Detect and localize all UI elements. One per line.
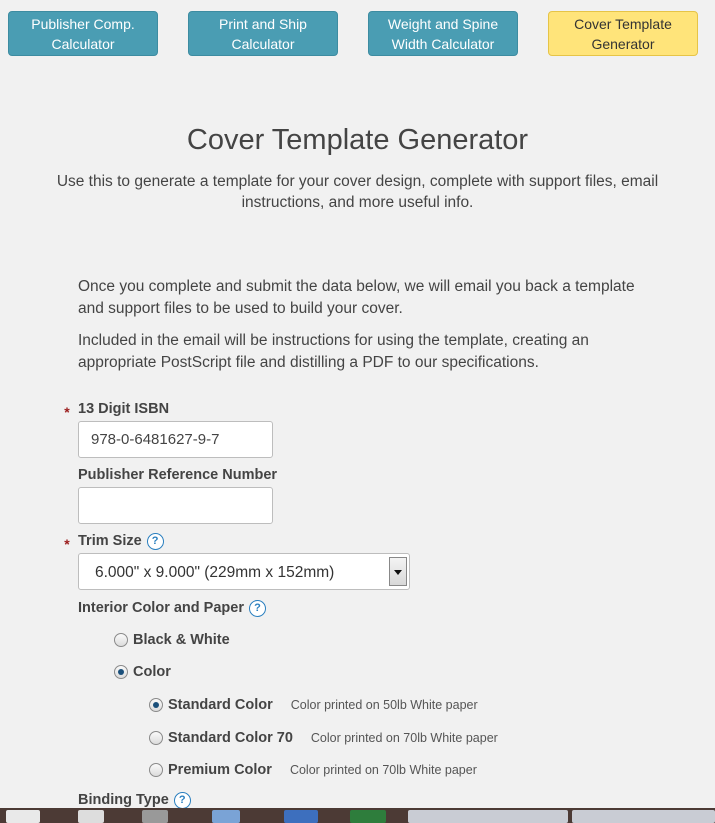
tab-weight-spine-calculator[interactable] bbox=[368, 11, 518, 56]
tab-label-line1: Publisher Comp. bbox=[31, 15, 135, 32]
radio-label: Standard Color 70 bbox=[168, 730, 293, 746]
publisher-ref-label: Publisher Reference Number bbox=[78, 467, 278, 483]
required-asterisk: * bbox=[64, 404, 70, 420]
binding-label: Binding Type bbox=[78, 792, 169, 808]
taskbar-window-button[interactable] bbox=[408, 810, 568, 823]
radio-black-white[interactable] bbox=[114, 632, 230, 648]
radio-standard-color-70[interactable] bbox=[149, 730, 498, 746]
tab-label-line2: Calculator bbox=[51, 35, 115, 52]
tab-label-line2: Width Calculator bbox=[391, 35, 495, 52]
taskbar-app-icon[interactable] bbox=[284, 810, 318, 823]
page-subtitle: Use this to generate a template for your cover design, complete with support files, email instructions, and more useful info. bbox=[56, 173, 659, 211]
taskbar bbox=[0, 808, 715, 823]
tab-label-line1: Print and Ship bbox=[219, 15, 307, 32]
isbn-input[interactable] bbox=[78, 421, 273, 458]
required-asterisk: * bbox=[64, 536, 70, 552]
tab-print-and-ship-calculator[interactable] bbox=[188, 11, 338, 56]
binding-label-row bbox=[78, 792, 191, 809]
radio-premium-color[interactable] bbox=[149, 762, 477, 778]
radio-button[interactable] bbox=[114, 633, 128, 647]
taskbar-window-button[interactable] bbox=[572, 810, 715, 823]
radio-label: Standard Color bbox=[168, 697, 273, 713]
tab-label-line1: Weight and Spine bbox=[387, 15, 499, 32]
interior-label-row bbox=[78, 600, 266, 617]
radio-button[interactable] bbox=[149, 698, 163, 712]
taskbar-app-icon[interactable] bbox=[6, 810, 40, 823]
trim-size-selected-value: 6.000" x 9.000" (229mm x 152mm) bbox=[95, 564, 335, 581]
intro-paragraph: Once you complete and submit the data below, we will email you back a template and support files to be used to build your cover. bbox=[78, 278, 635, 317]
calculator-nav bbox=[0, 11, 715, 56]
trim-size-label-row bbox=[78, 533, 164, 550]
radio-description: Color printed on 50lb White paper bbox=[290, 698, 478, 712]
radio-standard-color[interactable] bbox=[149, 697, 478, 713]
isbn-label: 13 Digit ISBN bbox=[78, 401, 170, 417]
radio-label: Black & White bbox=[133, 632, 230, 648]
radio-description: Color printed on 70lb White paper bbox=[289, 763, 477, 777]
tab-label-line2: Generator bbox=[591, 35, 655, 52]
radio-description: Color printed on 70lb White paper bbox=[310, 731, 498, 745]
taskbar-app-icon[interactable] bbox=[78, 810, 104, 823]
help-icon[interactable]: ? bbox=[174, 792, 191, 809]
radio-color[interactable] bbox=[114, 664, 171, 680]
page-title: Cover Template Generator bbox=[186, 124, 529, 156]
taskbar-app-icon[interactable] bbox=[212, 810, 240, 823]
help-icon[interactable]: ? bbox=[147, 533, 164, 550]
tab-publisher-comp-calculator[interactable] bbox=[8, 11, 158, 56]
intro-paragraph: Included in the email will be instructions for using the template, creating an appropriate PostScript file and distilling a PDF to our specifications. bbox=[78, 332, 589, 371]
radio-label: Premium Color bbox=[168, 762, 272, 778]
help-icon[interactable]: ? bbox=[249, 600, 266, 617]
taskbar-app-icon[interactable] bbox=[142, 810, 168, 823]
chevron-down-icon[interactable] bbox=[389, 557, 407, 586]
tab-cover-template-generator[interactable] bbox=[548, 11, 698, 56]
radio-button[interactable] bbox=[149, 731, 163, 745]
tab-label-line1: Cover Template bbox=[574, 15, 672, 32]
trim-size-select[interactable] bbox=[78, 553, 410, 590]
radio-button[interactable] bbox=[149, 763, 163, 777]
radio-label: Color bbox=[133, 664, 171, 680]
publisher-ref-input[interactable] bbox=[78, 487, 273, 524]
taskbar-app-icon[interactable] bbox=[350, 810, 386, 823]
interior-label: Interior Color and Paper bbox=[78, 600, 244, 616]
tab-label-line2: Calculator bbox=[231, 35, 295, 52]
trim-size-label: Trim Size bbox=[78, 533, 142, 549]
radio-button[interactable] bbox=[114, 665, 128, 679]
